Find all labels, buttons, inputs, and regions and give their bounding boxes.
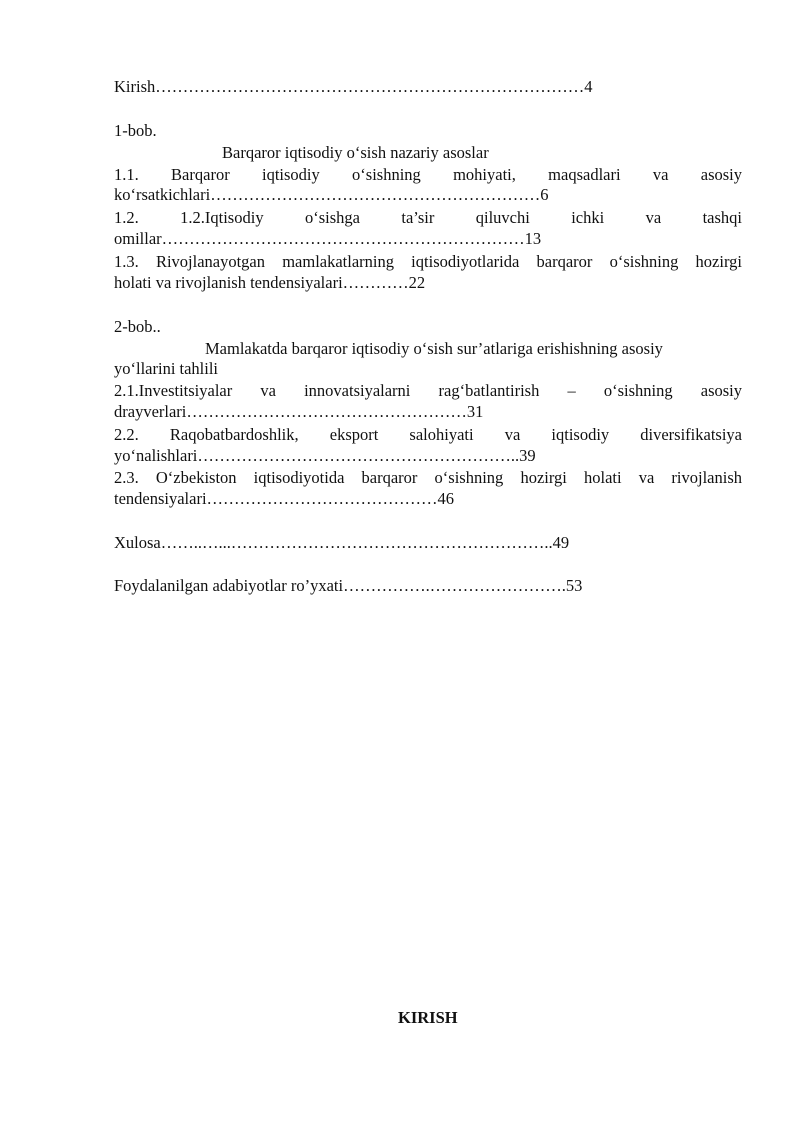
toc-intro: Kirish……………………………………………………………………4 [114, 77, 593, 96]
toc-2-1-line2: drayverlari……………………………………………31 [114, 402, 484, 421]
chapter-1-title: Barqaror iqtisodiy o‘sish nazariy asoslar [222, 143, 489, 162]
toc-references: Foydalanilgan adabiyotlar ro’yxati…………….…………………….53 [114, 576, 583, 595]
chapter-2-label: 2-bob.. [114, 317, 161, 336]
chapter-2-title-line1: Mamlakatda barqaror iqtisodiy o‘sish sur’atlariga erishishning asosiy [205, 339, 663, 358]
toc-1-1-line1: 1.1. Barqaror iqtisodiy o‘sishning mohiyati, maqsadlari va asosiy [114, 165, 742, 184]
toc-1-1-line2: ko‘rsatkichlari……………………………………………………6 [114, 185, 549, 204]
chapter-1-label: 1-bob. [114, 121, 157, 140]
toc-2-3-line1: 2.3. O‘zbekiston iqtisodiyotida barqaror o‘sishning hozirgi holati va rivojlanish [114, 468, 742, 487]
toc-1-3-line2: holati va rivojlanish tendensiyalari…………22 [114, 273, 426, 292]
toc-1-3-line1: 1.3. Rivojlanayotgan mamlakatlarning iqtisodiyotlarida barqaror o‘sishning hozirgi [114, 252, 742, 271]
chapter-2-title-line2: yo‘llarini tahlili [114, 359, 219, 378]
toc-conclusion: Xulosa……..…...…………………………………………………..49 [114, 533, 570, 552]
toc-1-2-line1: 1.2. 1.2.Iqtisodiy o‘sishga ta’sir qiluvchi ichki va tashqi [114, 208, 742, 227]
toc-1-2-line2: omillar…………………………………………………………13 [114, 229, 542, 248]
toc-2-2-line1: 2.2. Raqobatbardoshlik, eksport salohiyati va iqtisodiy diversifikatsiya [114, 425, 742, 444]
toc-2-2-line2: yo‘nalishlari…………………………………………………..39 [114, 446, 536, 465]
toc-2-3-line2: tendensiyalari……………………………………46 [114, 489, 455, 508]
toc-2-1-line1: 2.1.Investitsiyalar va innovatsiyalarni rag‘batlantirish – o‘sishning asosiy [114, 381, 742, 400]
section-title-kirish: KIRISH [398, 1008, 458, 1027]
